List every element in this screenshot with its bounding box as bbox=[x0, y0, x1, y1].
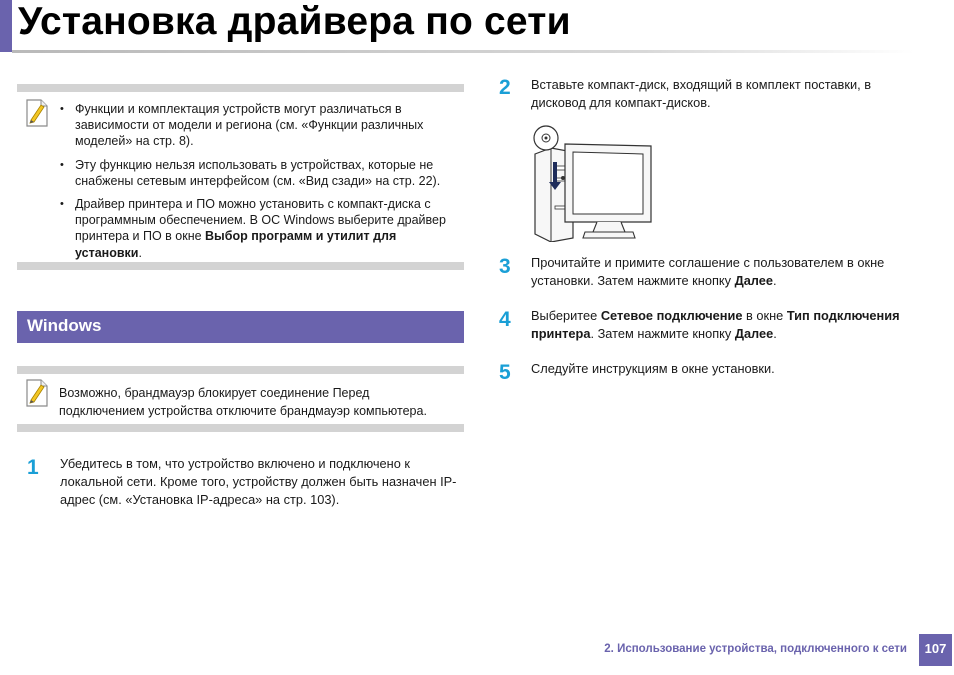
step-3-text-main: Прочитайте и примите соглашение с пользователем в окне установки. Затем нажмите кнопку bbox=[531, 255, 885, 288]
note-pencil-icon bbox=[25, 98, 49, 128]
step-5-number: 5 bbox=[499, 361, 511, 384]
note-1-item-3-bold: Выбор программ и утилит для установки bbox=[75, 229, 397, 260]
page-number: 107 bbox=[919, 634, 952, 666]
cd-insert-computer-icon bbox=[529, 124, 654, 242]
note-1-list bbox=[75, 101, 454, 261]
step-3-text-end: . bbox=[773, 273, 777, 288]
step-4-connection-type-label: Тип подключения принтера bbox=[531, 308, 900, 341]
footer-chapter: 2. Использование устройства, подключенного к сети bbox=[604, 643, 907, 655]
step-3-next-label: Далее bbox=[734, 273, 774, 288]
section-heading-windows: Windows bbox=[17, 311, 464, 343]
step-1-number: 1 bbox=[27, 456, 39, 479]
title-accent-bar bbox=[0, 0, 12, 52]
step-4-network-label: Сетевое подключение bbox=[600, 308, 743, 323]
note-1-item-2: • Эту функцию нельзя использовать в устройствах, которые не снабжены сетевым интерфейсом (см. «Вид сзади» на стр. 22). bbox=[75, 157, 454, 189]
note-pencil-icon bbox=[25, 378, 49, 408]
note-box-1 bbox=[17, 84, 464, 270]
note-box-2 bbox=[17, 366, 464, 432]
note-1-item-3-end: . bbox=[138, 245, 142, 260]
step-4-text-b: в окне bbox=[742, 308, 787, 323]
note-2-text: Возможно, брандмауэр блокирует соединение Перед подключением устройства отключите брандмауэр компьютера. bbox=[59, 386, 427, 418]
page-title: Установка драйвера по сети bbox=[18, 0, 571, 43]
title-rule bbox=[12, 50, 914, 53]
step-4-text bbox=[531, 307, 931, 343]
step-4-text-end: . bbox=[773, 326, 777, 341]
note-1-item-3 bbox=[75, 196, 454, 261]
step-4-number: 4 bbox=[499, 308, 511, 331]
step-2-number: 2 bbox=[499, 76, 511, 99]
step-3-text bbox=[531, 254, 921, 290]
step-3-number: 3 bbox=[499, 255, 511, 278]
step-2-text: Вставьте компакт-диск, входящий в комплект поставки, в дисковод для компакт-дисков. bbox=[531, 77, 871, 110]
step-4-text-c: . Затем нажмите кнопку bbox=[590, 326, 735, 341]
note-1-item-3-text: Драйвер принтера и ПО можно установить с компакт-диска с программным обеспечением. В ОС Windows выберите драйвер принтера и ПО в окне bbox=[75, 197, 446, 244]
step-1-text: Убедитесь в том, что устройство включено и подключено к локальной сети. Кроме того, устройству должен быть назначен IP-адрес (см. «Установка IP-адреса» на стр. 103). bbox=[60, 456, 457, 507]
note-1-item-1: • Функции и комплектация устройств могут различаться в зависимости от модели и региона (см. «Функции различных моделей» на стр. 8). bbox=[75, 101, 454, 150]
step-5-text: Следуйте инструкциям в окне установки. bbox=[531, 361, 775, 376]
step-4-text-a: Выберитее bbox=[531, 308, 601, 323]
step-4-next-label: Далее bbox=[734, 326, 774, 341]
